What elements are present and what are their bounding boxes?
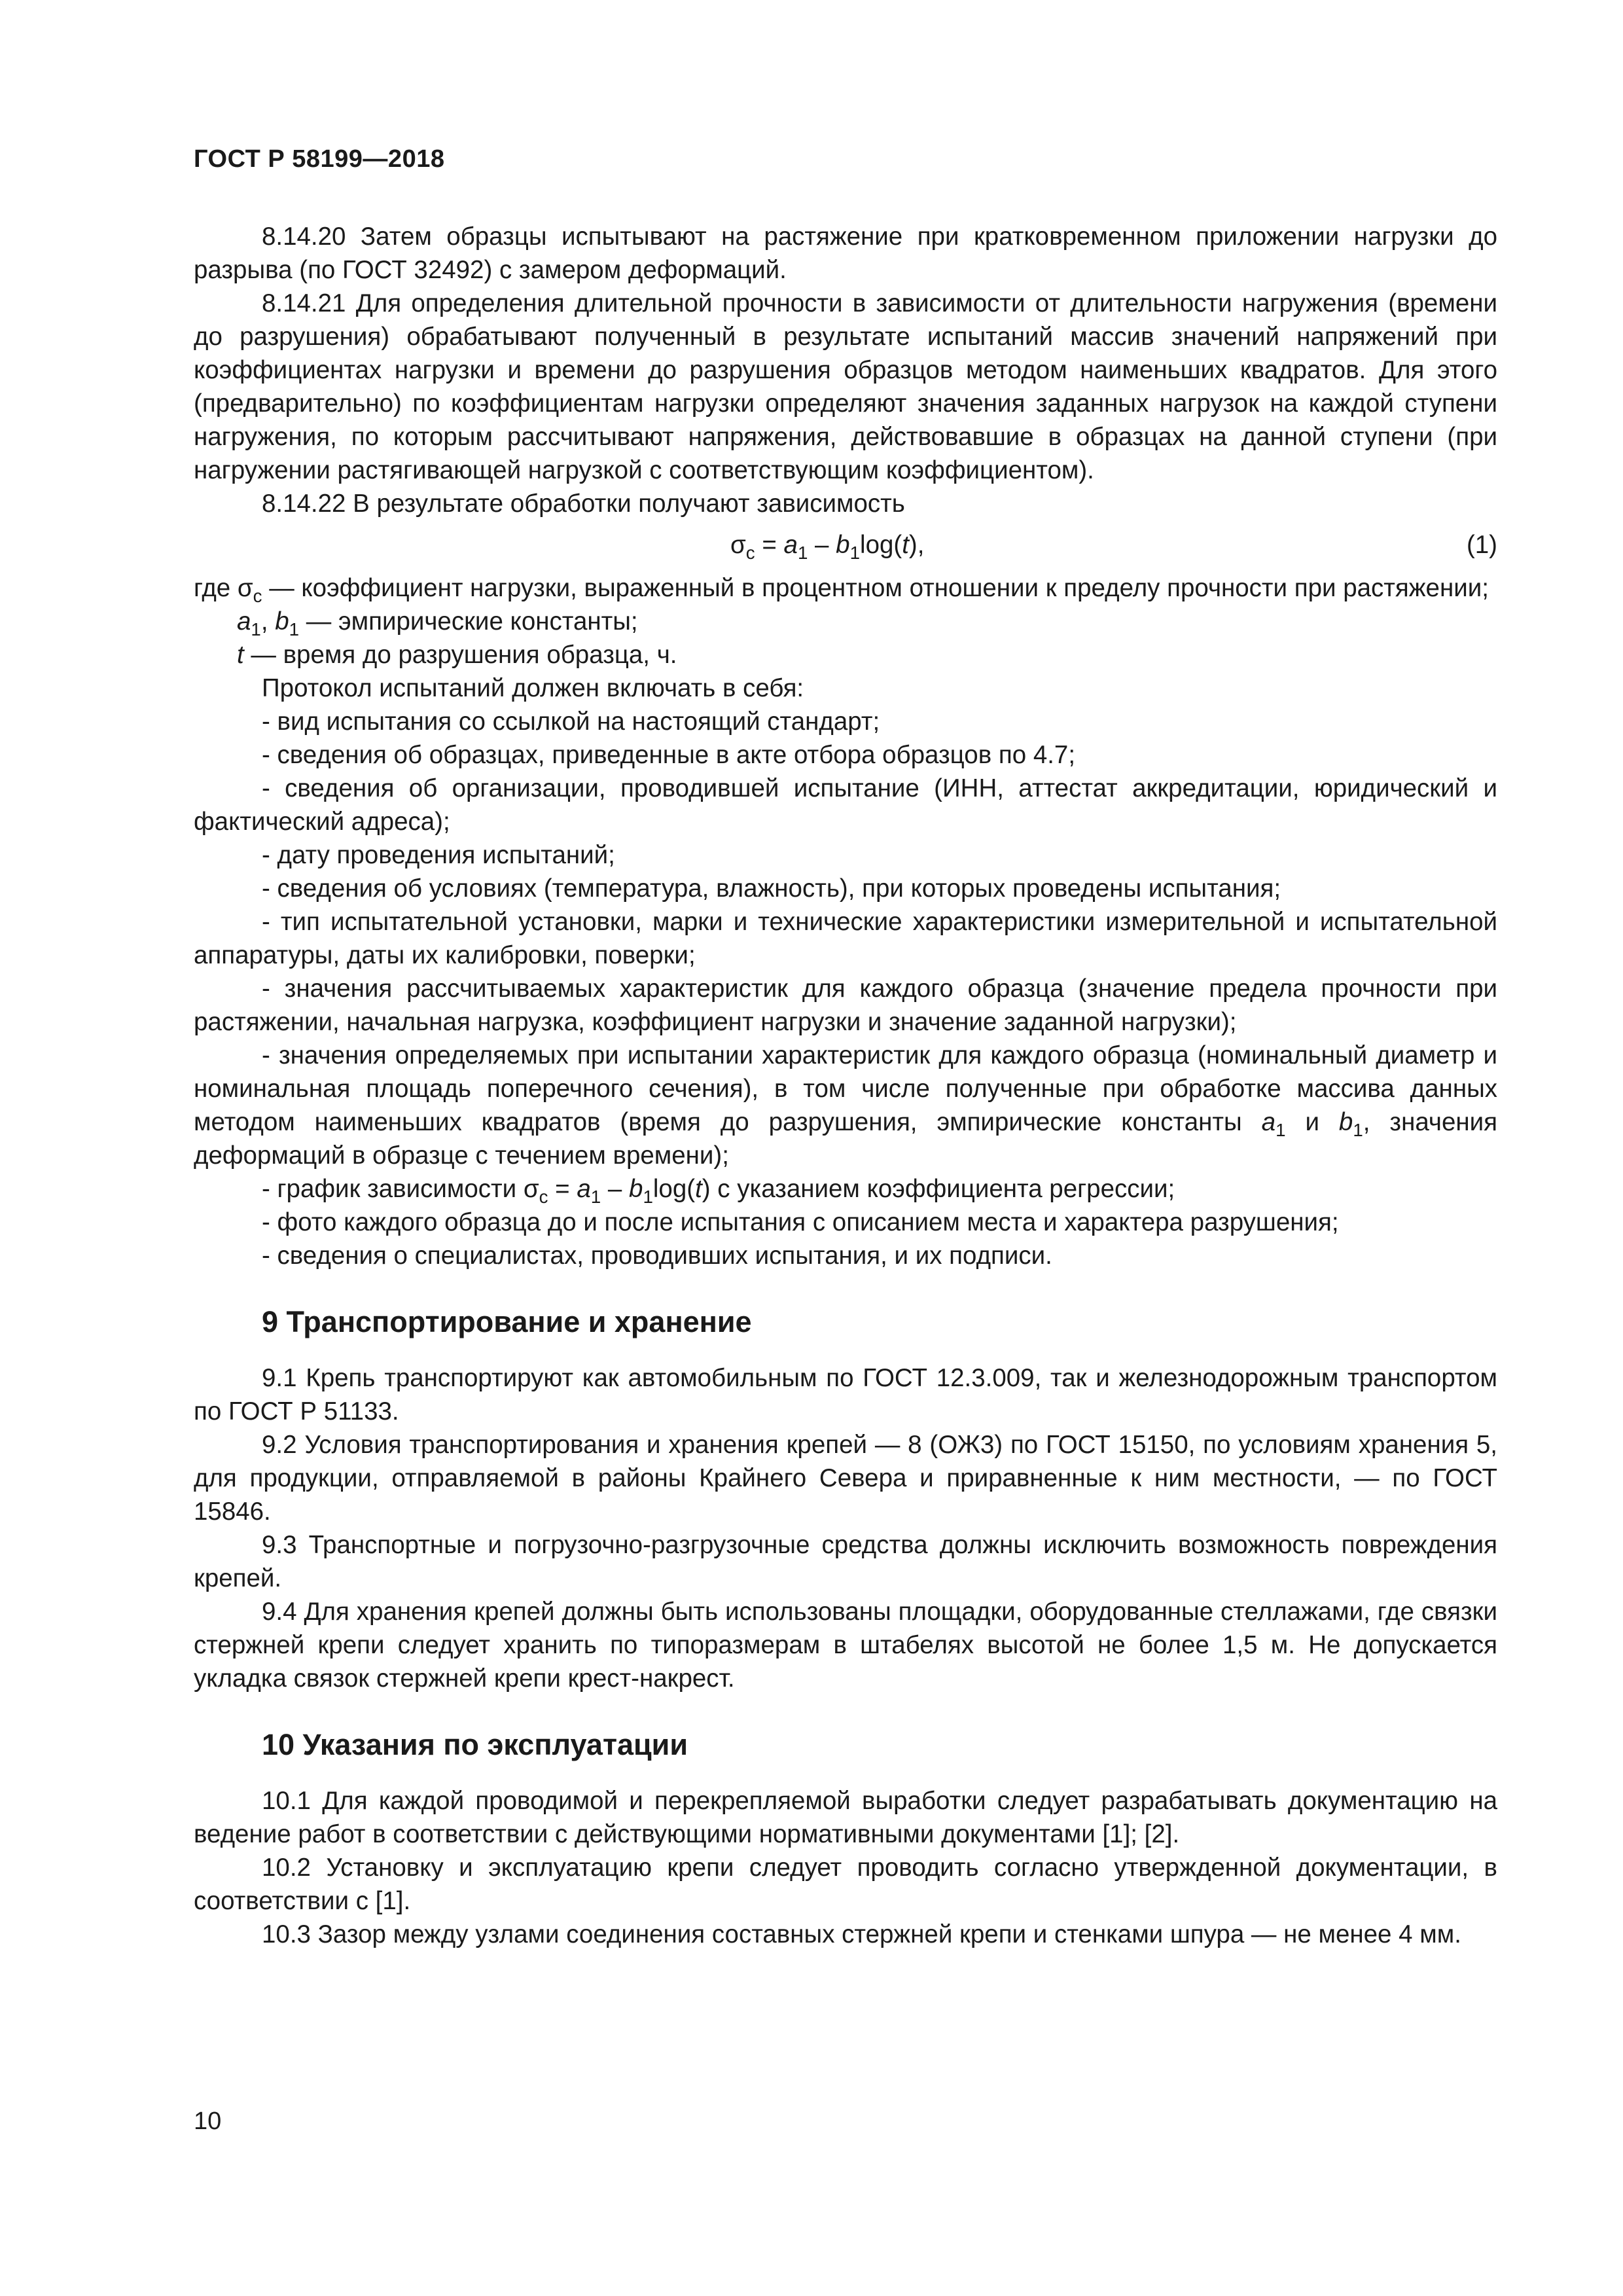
document-code-header: ГОСТ Р 58199—2018: [194, 145, 445, 173]
formula-number: (1): [1466, 531, 1497, 559]
protocol-intro: Протокол испытаний должен включать в себя:: [262, 674, 804, 702]
legend-constants: $a_1$, $b_1$ — эмпирические константы;: [237, 607, 638, 639]
paragraph-9-4: 9.4 Для хранения крепей должны быть использованы площадки, оборудованные стеллажами, где связки стержней крепи следует хранить по типоразмерам в штабелях высотой не более 1,5 м. Не допускается укладка связок стержней крепи крест-накрест.: [194, 1598, 1497, 1693]
section-9-heading: 9 Транспортирование и хранение: [262, 1305, 752, 1338]
protocol-item: - фото каждого образца до и после испытания с описанием места и характера разрушения;: [262, 1208, 1339, 1236]
formula-row: [194, 524, 1497, 567]
paragraph-8-14-21: 8.14.21 Для определения длительной прочности в зависимости от длительности нагружения (времени до разрушения) обрабатывают полученный в результате испытаний массив значений напряжений при коэффициентах нагрузки и времени до разрушения образцов методом наименьших квадратов. Для этого (предварительно) по коэффициентам нагрузки определяют значения заданных нагрузок на каждой ступени нагружения, по которым рассчитывают напряжения, действовавшие в образцах на данной ступени (при нагружении растягивающей нагрузкой с соответствующим коэффициентом).: [194, 289, 1497, 484]
paragraph-8-14-20: 8.14.20 Затем образцы испытывают на растяжение при кратковременном приложении нагрузки до разрыва (по ГОСТ 32492) с замером деформаций.: [194, 223, 1497, 284]
page-number: 10: [194, 2108, 222, 2135]
paragraph-9-1: 9.1 Крепь транспортируют как автомобильным по ГОСТ 12.3.009, так и железнодорожным транспортом по ГОСТ Р 51133.: [194, 1364, 1497, 1426]
paragraph-10-2: 10.2 Установку и эксплуатацию крепи следует проводить согласно утвержденной документации, в соответствии с [1].: [194, 1854, 1497, 1915]
protocol-item: - сведения об организации, проводившей испытание (ИНН, аттестат аккредитации, юридический и фактический адреса);: [194, 774, 1497, 836]
section-10-heading: 10 Указания по эксплуатации: [262, 1728, 688, 1761]
protocol-item: - сведения об условиях (температура, влажность), при которых проведены испытания;: [262, 874, 1281, 903]
protocol-item: - сведения о специалистах, проводивших испытания, и их подписи.: [262, 1242, 1052, 1270]
document-body: [194, 220, 1497, 1951]
formula-1: $\sigma_c = a_1 - b_1\log(t)$,: [730, 531, 925, 563]
protocol-item-graph: - график зависимости $\sigma_c = a_1 - b_1\log(t)$ с указанием коэффициента регрессии;: [262, 1175, 1175, 1207]
paragraph-10-3: 10.3 Зазор между узлами соединения составных стержней крепи и стенками шпура — не менее 4 мм.: [262, 1920, 1461, 1948]
legend-time: t — время до разрушения образца, ч.: [237, 641, 677, 669]
paragraph-9-3: 9.3 Транспортные и погрузочно-разгрузочные средства должны исключить возможность повреждения крепей.: [194, 1531, 1497, 1592]
protocol-item: - сведения об образцах, приведенные в акте отбора образцов по 4.7;: [262, 741, 1076, 769]
legend-sigma: где $\sigma_c$ — коэффициент нагрузки, выраженный в процентном отношении к пределу прочности при растяжении;: [194, 574, 1489, 606]
paragraph-9-2: 9.2 Условия транспортирования и хранения крепей — 8 (ОЖ3) по ГОСТ 15150, по условиям хранения 5, для продукции, отправляемой в районы Крайнего Севера и приравненные к ним местности, — по ГОСТ 15846.: [194, 1431, 1497, 1526]
protocol-item: - значения рассчитываемых характеристик для каждого образца (значение предела прочности при растяжении, начальная нагрузка, коэффициент нагрузки и значение заданной нагрузки);: [194, 975, 1497, 1036]
protocol-item-constants: - значения определяемых при испытании характеристик для каждого образца (номинальный диаметр и номинальная площадь поперечного сечения), в том числе полученные при обработке массива данных методом наименьших квадратов (время до разрушения, эмпирические константы $a_1$ и $b_1$, значения деформаций в образце с течением времени);: [194, 1041, 1497, 1170]
paragraph-8-14-22: 8.14.22 В результате обработки получают зависимость: [262, 490, 905, 518]
protocol-item: - тип испытательной установки, марки и технические характеристики измерительной и испытательной аппаратуры, даты их калибровки, поверки;: [194, 908, 1497, 969]
paragraph-10-1: 10.1 Для каждой проводимой и перекрепляемой выработки следует разрабатывать документацию на ведение работ в соответствии с действующими нормативными документами [1]; [2].: [194, 1787, 1497, 1848]
protocol-item: - дату проведения испытаний;: [262, 841, 615, 869]
protocol-item: - вид испытания со ссылкой на настоящий стандарт;: [262, 708, 880, 736]
